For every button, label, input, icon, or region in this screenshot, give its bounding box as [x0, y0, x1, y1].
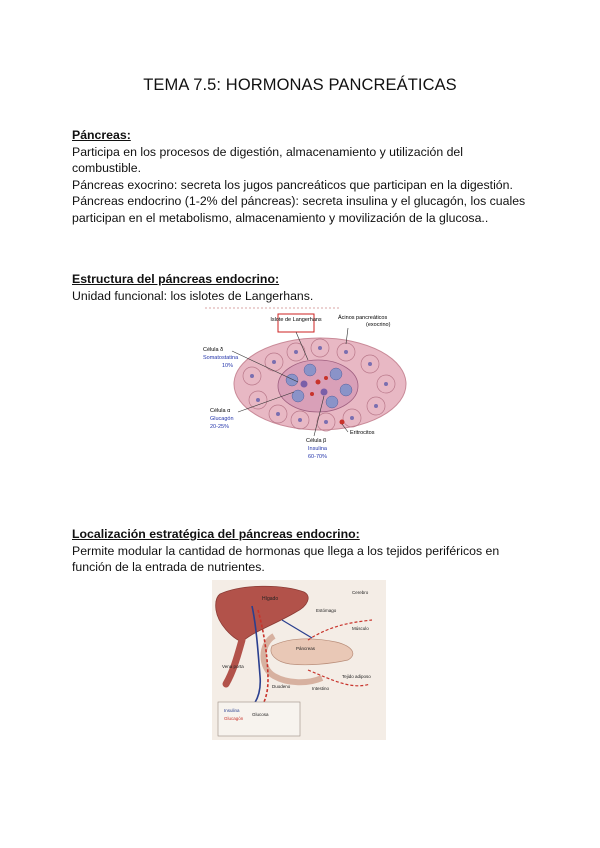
fig-label: Cerebro — [352, 590, 369, 595]
alpha-percent: 20-25% — [210, 424, 229, 430]
erythrocyte-label: Eritrocitos — [350, 430, 375, 436]
islet-label: Islote de Langerhans — [270, 317, 322, 323]
section-structure — [72, 271, 532, 304]
paragraph: Permite modular la cantidad de hormonas que llega a los tejidos periféricos en función de la entrada de nutrientes. — [72, 543, 500, 574]
delta-percent: 10% — [222, 363, 234, 369]
paragraph: Participa en los procesos de digestión, almacenamiento y utilización del combustible. — [72, 144, 463, 175]
paragraph: Páncreas exocrino: secreta los jugos pancreáticos que participan en la digestión. — [72, 177, 513, 192]
fig-label: Vena porta — [222, 664, 244, 669]
alpha-cell-label: Célula α — [210, 408, 231, 414]
section-pancreas — [72, 127, 532, 226]
page-title: TEMA 7.5: HORMONAS PANCREÁTICAS — [143, 76, 457, 94]
delta-cell-label: Célula δ — [203, 347, 224, 353]
fig-label: Páncreas — [296, 646, 316, 651]
fig-label: Glucagón — [224, 716, 244, 721]
delta-hormone: Somatostatina — [203, 355, 239, 361]
islet-figure — [200, 304, 410, 464]
section-heading: Localización estratégica del páncreas endocrino: — [72, 527, 360, 541]
fig-label: Insulina — [224, 708, 240, 713]
paragraph: Páncreas endocrino (1-2% del páncreas): secreta insulina y el glucagón, los cuales participan en el metabolismo, almacenamiento y movilización de la glucosa.. — [72, 194, 526, 225]
pancreas-location-figure — [212, 580, 386, 740]
beta-hormone: Insulina — [308, 446, 327, 452]
fig-label: Duodeno — [272, 684, 291, 689]
fig-label: Tejido adiposo — [342, 674, 371, 679]
section-location — [72, 526, 532, 576]
acinar-note: (exocrino) — [366, 322, 391, 328]
section-heading: Páncreas: — [72, 128, 131, 142]
section-heading: Estructura del páncreas endocrino: — [72, 272, 280, 286]
paragraph: Unidad funcional: los islotes de Langerhans. — [72, 288, 314, 303]
fig-label: Músculo — [352, 626, 369, 631]
beta-cell-label: Célula β — [306, 438, 327, 444]
beta-percent: 60-70% — [308, 454, 327, 460]
liver-label: Hígado — [262, 596, 279, 602]
fig-label: Estómago — [316, 608, 337, 613]
alpha-hormone: Glucagón — [210, 416, 234, 422]
fig-label: Intestino — [312, 686, 330, 691]
acinar-label: Ácinos pancreáticos — [338, 315, 388, 321]
fig-label: Glucosa — [252, 712, 269, 717]
